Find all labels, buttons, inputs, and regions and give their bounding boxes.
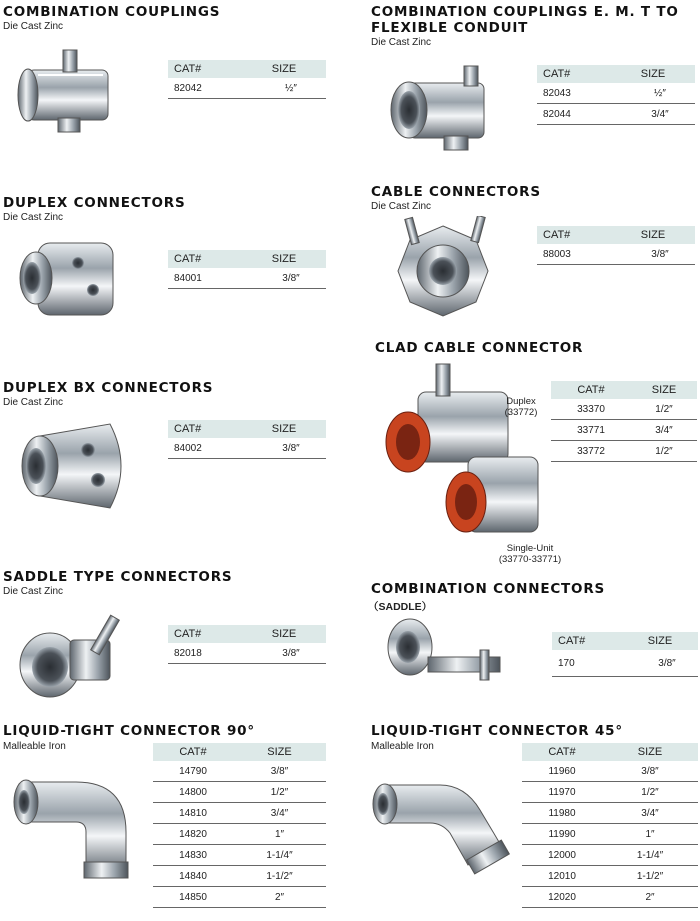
combination-coupling-image: [8, 40, 128, 150]
spec-table: [522, 743, 698, 908]
size-value: 1/2″: [631, 441, 697, 462]
cat-number: 82044: [537, 104, 611, 125]
size-value: 3/4″: [602, 803, 698, 824]
section-title: LIQUID-TIGHT CONNECTOR 90°: [3, 723, 255, 739]
size-value: 2″: [233, 887, 326, 908]
table-row: [522, 803, 698, 824]
col-size: SIZE: [622, 632, 698, 650]
table-row: [153, 782, 326, 803]
table-row: [153, 887, 326, 908]
size-value: ½″: [611, 83, 695, 104]
duplex-connector-image: [8, 228, 128, 328]
cat-number: 11970: [522, 782, 602, 803]
size-value: 1″: [602, 824, 698, 845]
cat-number: 33370: [551, 399, 631, 420]
cat-number: 11960: [522, 761, 602, 782]
cat-number: 82042: [168, 78, 242, 99]
spec-table: [537, 226, 695, 265]
size-value: 3/8″: [602, 761, 698, 782]
size-value: 1-1/4″: [233, 845, 326, 866]
size-value: 3/8″: [242, 438, 326, 459]
table-row: [522, 845, 698, 866]
combination-connector-image: [380, 612, 510, 697]
size-value: 1-1/4″: [602, 845, 698, 866]
cat-number: 33772: [551, 441, 631, 462]
size-value: 3/8″: [611, 244, 695, 265]
liquid-tight-45-image: [370, 765, 515, 875]
table-row: [522, 782, 698, 803]
col-size: SIZE: [242, 60, 326, 78]
table-row: [537, 104, 695, 125]
emt-coupling-image: [384, 58, 504, 163]
cat-number: 14800: [153, 782, 233, 803]
section-subtitle: Die Cast Zinc: [371, 37, 432, 48]
col-size: SIZE: [242, 625, 326, 643]
liquid-tight-90-image: [6, 762, 146, 882]
caption-duplex: Duplex: [506, 396, 536, 407]
size-value: 3/4″: [631, 420, 697, 441]
table-row: [168, 78, 326, 99]
size-value: 3/4″: [233, 803, 326, 824]
col-cat: CAT#: [168, 60, 242, 78]
section-title: DUPLEX BX CONNECTORS: [3, 380, 214, 396]
table-row: [153, 761, 326, 782]
section-subtitle: Malleable Iron: [3, 741, 66, 752]
table-row: [522, 761, 698, 782]
section-title: SADDLE TYPE CONNECTORS: [3, 569, 233, 585]
section-subtitle: Die Cast Zinc: [3, 21, 64, 32]
caption-single-unit: Single-Unit: [506, 543, 554, 554]
cat-number: 14830: [153, 845, 233, 866]
col-size: SIZE: [242, 250, 326, 268]
col-cat: CAT#: [168, 250, 242, 268]
table-row: [522, 887, 698, 908]
size-value: 1-1/2″: [602, 866, 698, 887]
spec-table: [153, 743, 326, 908]
section-title: CLAD CABLE CONNECTOR: [375, 340, 584, 356]
table-row: [168, 643, 326, 664]
table-row: [551, 399, 697, 420]
spec-table: [168, 625, 326, 664]
col-cat: CAT#: [153, 743, 233, 761]
duplex-bx-connector-image: [10, 416, 135, 516]
col-size: SIZE: [242, 420, 326, 438]
table-row: [522, 824, 698, 845]
col-size: SIZE: [631, 381, 697, 399]
cat-number: 12010: [522, 866, 602, 887]
section-title: COMBINATION COUPLINGS: [3, 4, 221, 20]
section-title: DUPLEX CONNECTORS: [3, 195, 186, 211]
size-value: 1-1/2″: [233, 866, 326, 887]
cat-number: 12000: [522, 845, 602, 866]
size-value: 3/8″: [242, 643, 326, 664]
cat-number: 82043: [537, 83, 611, 104]
cat-number: 11980: [522, 803, 602, 824]
cat-number: 88003: [537, 244, 611, 265]
size-value: 1″: [233, 824, 326, 845]
col-size: SIZE: [611, 65, 695, 83]
size-value: 1/2″: [631, 399, 697, 420]
section-title: CABLE CONNECTORS: [371, 184, 541, 200]
size-value: 3/8″: [233, 761, 326, 782]
col-size: SIZE: [233, 743, 326, 761]
cat-number: 170: [552, 650, 622, 677]
section-subtitle: Die Cast Zinc: [3, 586, 64, 597]
cat-number: 12020: [522, 887, 602, 908]
cat-number: 11990: [522, 824, 602, 845]
cat-number: 33771: [551, 420, 631, 441]
cat-number: 82018: [168, 643, 242, 664]
size-value: 3/8″: [242, 268, 326, 289]
spec-table: [552, 632, 698, 677]
table-row: [168, 268, 326, 289]
size-value: 1/2″: [602, 782, 698, 803]
table-row: [552, 650, 698, 677]
col-cat: CAT#: [522, 743, 602, 761]
section-subtitle: Die Cast Zinc: [371, 201, 432, 212]
cat-number: 14850: [153, 887, 233, 908]
size-value: 3/4″: [611, 104, 695, 125]
col-cat: CAT#: [168, 420, 242, 438]
section-subtitle: Die Cast Zinc: [3, 212, 64, 223]
spec-table: [551, 381, 697, 462]
size-value: 3/8″: [622, 650, 698, 677]
cat-number: 84002: [168, 438, 242, 459]
cat-number: 14840: [153, 866, 233, 887]
table-row: [551, 420, 697, 441]
col-cat: CAT#: [537, 226, 611, 244]
section-title: COMBINATION CONNECTORS: [371, 581, 606, 597]
section-title: LIQUID-TIGHT CONNECTOR 45°: [371, 723, 623, 739]
table-row: [153, 845, 326, 866]
cat-number: 84001: [168, 268, 242, 289]
section-subtitle: （SADDLE）: [368, 601, 433, 613]
section-subtitle: Die Cast Zinc: [3, 397, 64, 408]
cat-number: 14820: [153, 824, 233, 845]
spec-table: [168, 250, 326, 289]
caption-single-unit-cat: (33770-33771): [498, 554, 562, 565]
caption-duplex-cat: (33772): [504, 407, 538, 418]
size-value: 2″: [602, 887, 698, 908]
col-size: SIZE: [602, 743, 698, 761]
cat-number: 14810: [153, 803, 233, 824]
col-cat: CAT#: [168, 625, 242, 643]
table-row: [153, 866, 326, 887]
clad-cable-connector-image: [378, 362, 548, 542]
table-row: [551, 441, 697, 462]
size-value: 1/2″: [233, 782, 326, 803]
section-title-line2: FLEXIBLE CONDUIT: [371, 20, 529, 36]
spec-table: [168, 420, 326, 459]
size-value: ½″: [242, 78, 326, 99]
cat-number: 14790: [153, 761, 233, 782]
table-row: [153, 803, 326, 824]
table-row: [168, 438, 326, 459]
col-cat: CAT#: [551, 381, 631, 399]
col-size: SIZE: [611, 226, 695, 244]
cable-connector-image: [388, 216, 498, 326]
col-cat: CAT#: [537, 65, 611, 83]
spec-table: [537, 65, 695, 125]
table-row: [153, 824, 326, 845]
table-row: [537, 83, 695, 104]
table-row: [522, 866, 698, 887]
saddle-type-connector-image: [10, 605, 140, 705]
col-cat: CAT#: [552, 632, 622, 650]
section-subtitle: Malleable Iron: [371, 741, 434, 752]
section-title: COMBINATION COUPLINGS E. M. T TO: [371, 4, 679, 20]
table-row: [537, 244, 695, 265]
spec-table: [168, 60, 326, 99]
